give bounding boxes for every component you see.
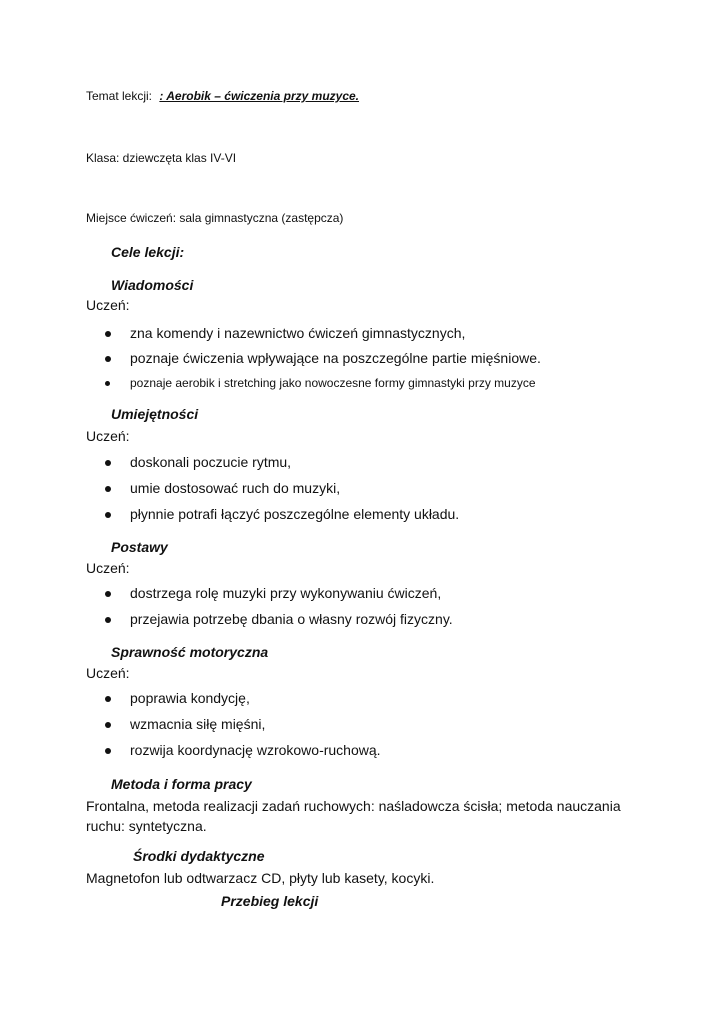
list-item-text: dostrzega rolę muzyki przy wykonywaniu ćwiczeń,	[130, 585, 442, 601]
list-item-text: umie dostosować ruch do muzyki,	[130, 480, 341, 496]
bullet-icon	[105, 356, 111, 362]
list-item-text: przejawia potrzebę dbania o własny rozwój fizyczny.	[130, 611, 453, 627]
aids-text: Magnetofon lub odtwarzacz CD, płyty lub kasety, kocyki.	[86, 870, 435, 886]
list-item-text: rozwija koordynację wzrokowo-ruchową.	[130, 742, 381, 758]
bullet-icon	[105, 617, 111, 623]
skills-heading: Umiejętności	[111, 406, 199, 422]
bullet-icon	[105, 460, 111, 466]
bullet-icon	[105, 331, 111, 337]
list-item-text: doskonali poczucie rytmu,	[130, 454, 292, 470]
motor-student-label: Uczeń:	[86, 665, 130, 681]
class-line: Klasa: dziewczęta klas IV-VI	[86, 151, 237, 165]
list-item-text: wzmacnia siłę mięśni,	[130, 716, 266, 732]
bullet-icon	[105, 722, 111, 728]
aids-heading: Środki dydaktyczne	[133, 848, 265, 864]
list-item-text: poznaje aerobik i stretching jako nowoczesne formy gimnastyki przy muzyce	[130, 376, 536, 390]
topic-label: Temat lekcji:	[86, 89, 153, 103]
knowledge-student-label: Uczeń:	[86, 297, 130, 313]
method-heading: Metoda i forma pracy	[111, 776, 252, 792]
knowledge-heading: Wiadomości	[111, 277, 194, 293]
bullet-icon	[105, 696, 111, 702]
list-item-text: poznaje ćwiczenia wpływające na poszczególne partie mięśniowe.	[130, 350, 541, 366]
skills-student-label: Uczeń:	[86, 428, 130, 444]
list-item-text: poprawia kondycję,	[130, 690, 250, 706]
bullet-icon	[105, 512, 111, 518]
attitudes-heading: Postawy	[111, 539, 168, 555]
topic-value: : Aerobik – ćwiczenia przy muzyce.	[159, 89, 360, 103]
method-text: Frontalna, metoda realizacji zadań ruchowych: naśladowcza ścisła; metoda nauczania ruchu: syntetyczna.	[86, 798, 621, 834]
bullet-icon	[105, 748, 111, 754]
list-item-text: zna komendy i nazewnictwo ćwiczeń gimnastycznych,	[130, 325, 466, 341]
course-heading: Przebieg lekcji	[221, 893, 319, 909]
bullet-icon	[105, 381, 110, 386]
place-line: Miejsce ćwiczeń: sala gimnastyczna (zastępcza)	[86, 211, 344, 225]
topic-line	[86, 89, 359, 103]
bullet-icon	[105, 591, 111, 597]
list-item-text: płynnie potrafi łączyć poszczególne elementy układu.	[130, 506, 460, 522]
attitudes-student-label: Uczeń:	[86, 560, 130, 576]
bullet-icon	[105, 486, 111, 492]
goals-heading: Cele lekcji:	[111, 244, 185, 260]
motor-heading: Sprawność motoryczna	[111, 644, 269, 660]
